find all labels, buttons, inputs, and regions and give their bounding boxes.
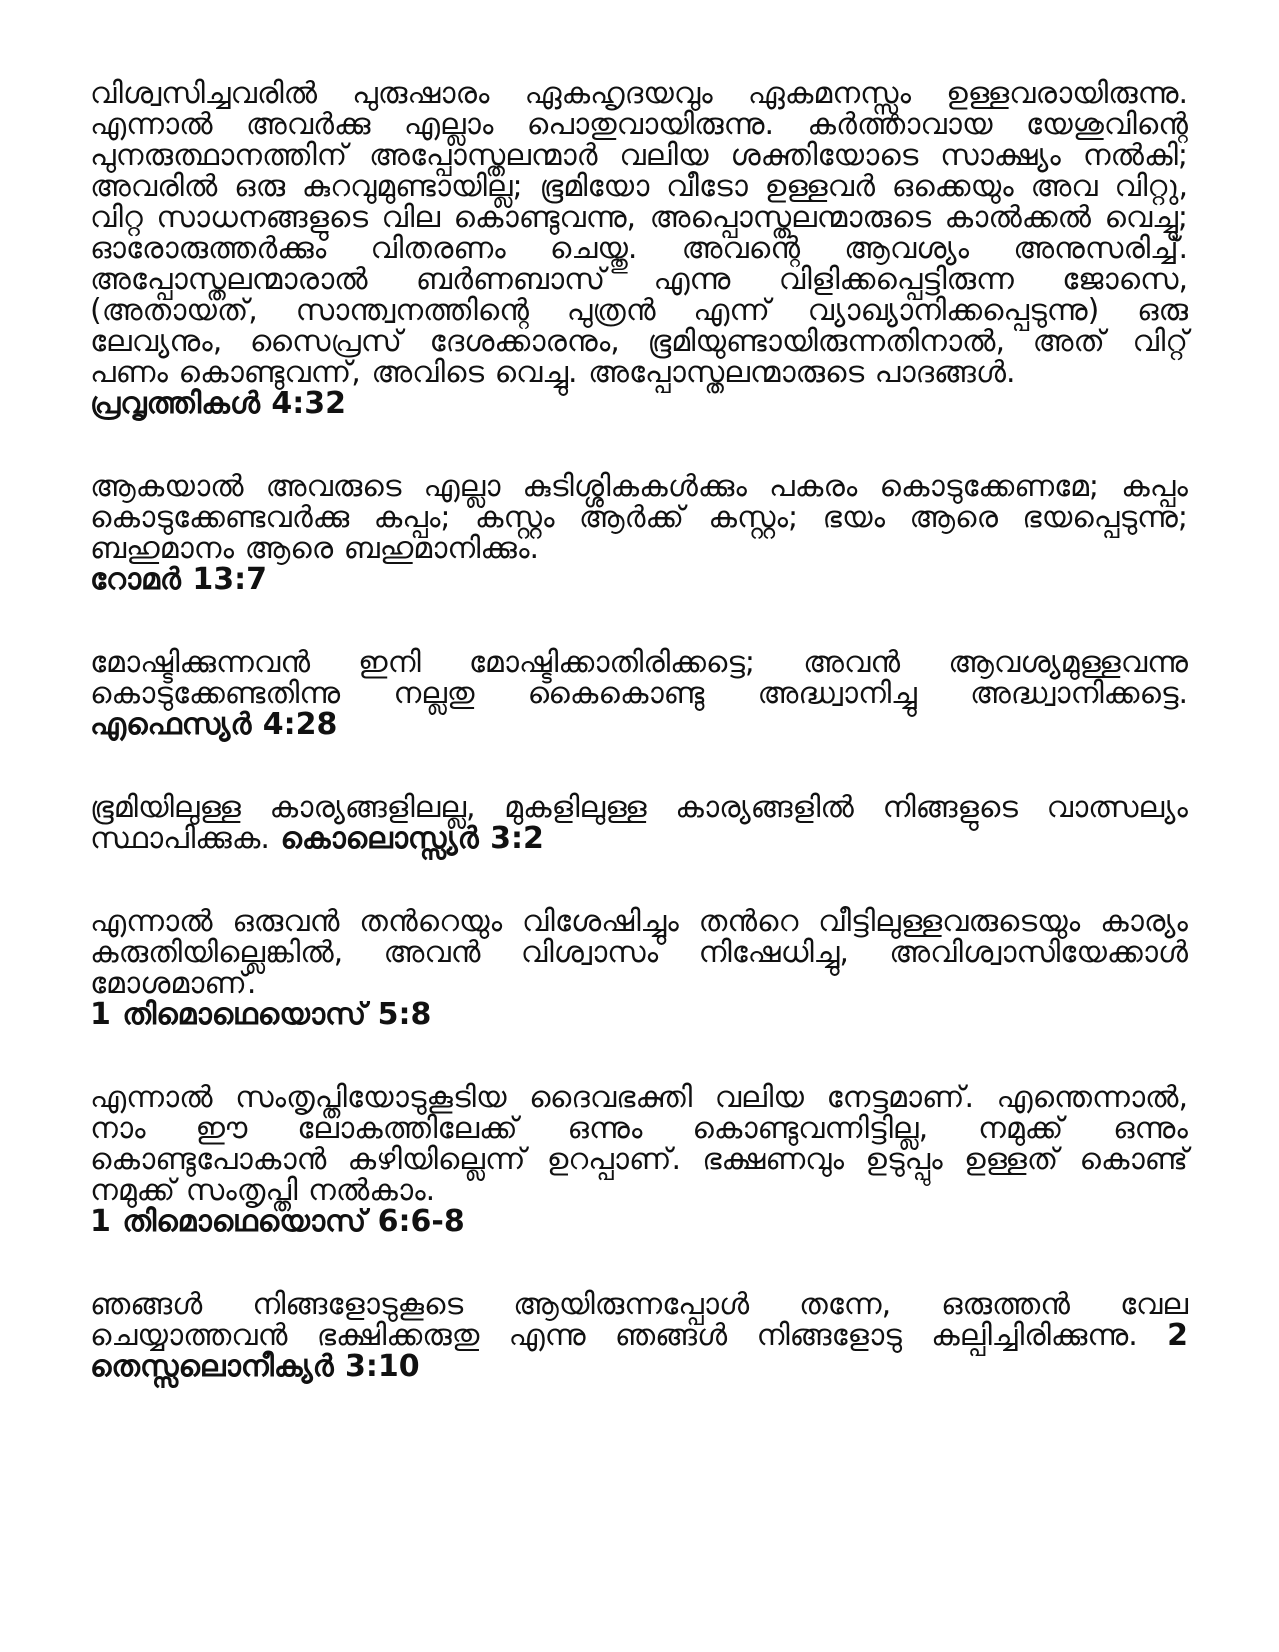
- verse-reference: കൊലൊസ്സ്യർ 3:2: [280, 821, 544, 856]
- document-page: [90, 78, 1188, 1382]
- verse-passage-acts: [90, 78, 1188, 419]
- verse-passage-2-thessalonians: [90, 1289, 1188, 1382]
- verse-reference: എഫെസ്യർ 4:28: [90, 707, 338, 742]
- verse-reference: 1 തിമൊഥെയൊസ് 5:8: [90, 997, 432, 1032]
- verse-text: ആകയാൽ അവരുടെ എല്ലാ കുടിശ്ശികകൾക്കും പകരം കൊടുക്കേണമേ; കപ്പം കൊടുക്കേണ്ടവർക്കു കപ്പം; കസ്റ്റം ആർക്ക് കസ്റ്റം; ഭയം ആരെ ഭയപ്പെടുന്നു; ബഹുമാനം ആരെ ബഹുമാനിക്കും.: [90, 469, 1188, 566]
- verse-text: എന്നാൽ സംതൃപ്തിയോടുകൂടിയ ദൈവഭക്തി വലിയ നേട്ടമാണ്. എന്തെന്നാൽ, നാം ഈ ലോകത്തിലേക്ക് ഒന്നും കൊണ്ടുവന്നിട്ടില്ല, നമുക്ക് ഒന്നും കൊണ്ടുപോകാൻ കഴിയില്ലെന്ന് ഉറപ്പാണ്. ഭക്ഷണവും ഉടുപ്പും ഉള്ളത് കൊണ്ട് നമുക്ക് സംതൃപ്തി നൽകാം.: [90, 1080, 1188, 1208]
- verse-passage-colossians: [90, 792, 1188, 854]
- verse-text: മോഷ്ടിക്കുന്നവൻ ഇനി മോഷ്ടിക്കാതിരിക്കട്ടെ; അവൻ ആവശ്യമുള്ളവന്നു കൊടുക്കേണ്ടതിന്നു നല്ലതു കൈകൊണ്ടു അദ്ധ്വാനിച്ചു അദ്ധ്വാനിക്കട്ടെ.: [90, 645, 1188, 711]
- verse-reference: റോമർ 13:7: [90, 562, 267, 597]
- verse-passage-ephesians: [90, 647, 1188, 740]
- verse-text: എന്നാൽ ഒരുവൻ തൻറെയും വിശേഷിച്ചും തൻറെ വീട്ടിലുള്ളവരുടെയും കാര്യം കരുതിയില്ലെങ്കിൽ, അവൻ വിശ്വാസം നിഷേധിച്ചു, അവിശ്വാസിയേക്കാൾ മോശമാണ്.: [90, 904, 1188, 1001]
- verse-text: ഭൂമിയിലുള്ള കാര്യങ്ങളിലല്ല, മുകളിലുള്ള കാര്യങ്ങളിൽ നിങ്ങളുടെ വാത്സല്യം സ്ഥാപിക്കുക.: [90, 790, 1188, 856]
- verse-reference: 1 തിമൊഥെയൊസ് 6:6-8: [90, 1204, 465, 1239]
- verse-passage-1-timothy-6: [90, 1082, 1188, 1237]
- verse-reference: പ്രവൃത്തികൾ 4:32: [90, 386, 347, 421]
- verse-text: വിശ്വസിച്ചവരിൽ പുരുഷാരം ഏകഹൃദയവും ഏകമനസ്സും ഉള്ളവരായിരുന്നു. എന്നാൽ അവർക്കു എല്ലാം പൊതുവായിരുന്നു. കർത്താവായ യേശുവിന്റെ പുനരുത്ഥാനത്തിന് അപ്പോസ്തലന്മാർ വലിയ ശക്തിയോടെ സാക്ഷ്യം നൽകി; അവരിൽ ഒരു കുറവുമുണ്ടായില്ല; ഭൂമിയോ വീടോ ഉള്ളവർ ഒക്കെയും അവ വിറ്റു, വിറ്റ സാധനങ്ങളുടെ വില കൊണ്ടുവന്നു, അപ്പൊസ്തലന്മാരുടെ കാൽക്കൽ വെച്ചു; ഓരോരുത്തർക്കും വിതരണം ചെയ്തു. അവന്റെ ആവശ്യം അനുസരിച്ച്. അപ്പോസ്തലന്മാരാൽ ബർണബാസ് എന്നു വിളിക്കപ്പെട്ടിരുന്ന ജോസെ, (അതായത്, സാന്ത്വനത്തിന്റെ പുത്രൻ എന്ന് വ്യാഖ്യാനിക്കപ്പെടുന്നു) ഒരു ലേവ്യനും, സൈപ്രസ് ദേശക്കാരനും, ഭൂമിയുണ്ടായിരുന്നതിനാൽ, അത് വിറ്റ് പണം കൊണ്ടുവന്ന്, അവിടെ വെച്ചു. അപ്പോസ്തലന്മാരുടെ പാദങ്ങൾ.: [90, 76, 1188, 390]
- verse-text: ഞങ്ങൾ നിങ്ങളോടുകൂടെ ആയിരുന്നപ്പോൾ തന്നേ, ഒരുത്തൻ വേല ചെയ്യാത്തവൻ ഭക്ഷിക്കരുതു എന്നു ഞങ്ങൾ നിങ്ങളോടു കല്പിച്ചിരിക്കുന്നു.: [90, 1287, 1188, 1353]
- verse-reference: 2 തെസ്സലൊനീക്യർ 3:10: [90, 1318, 1188, 1384]
- verse-passage-1-timothy-5: [90, 906, 1188, 1030]
- verse-passage-romans: [90, 471, 1188, 595]
